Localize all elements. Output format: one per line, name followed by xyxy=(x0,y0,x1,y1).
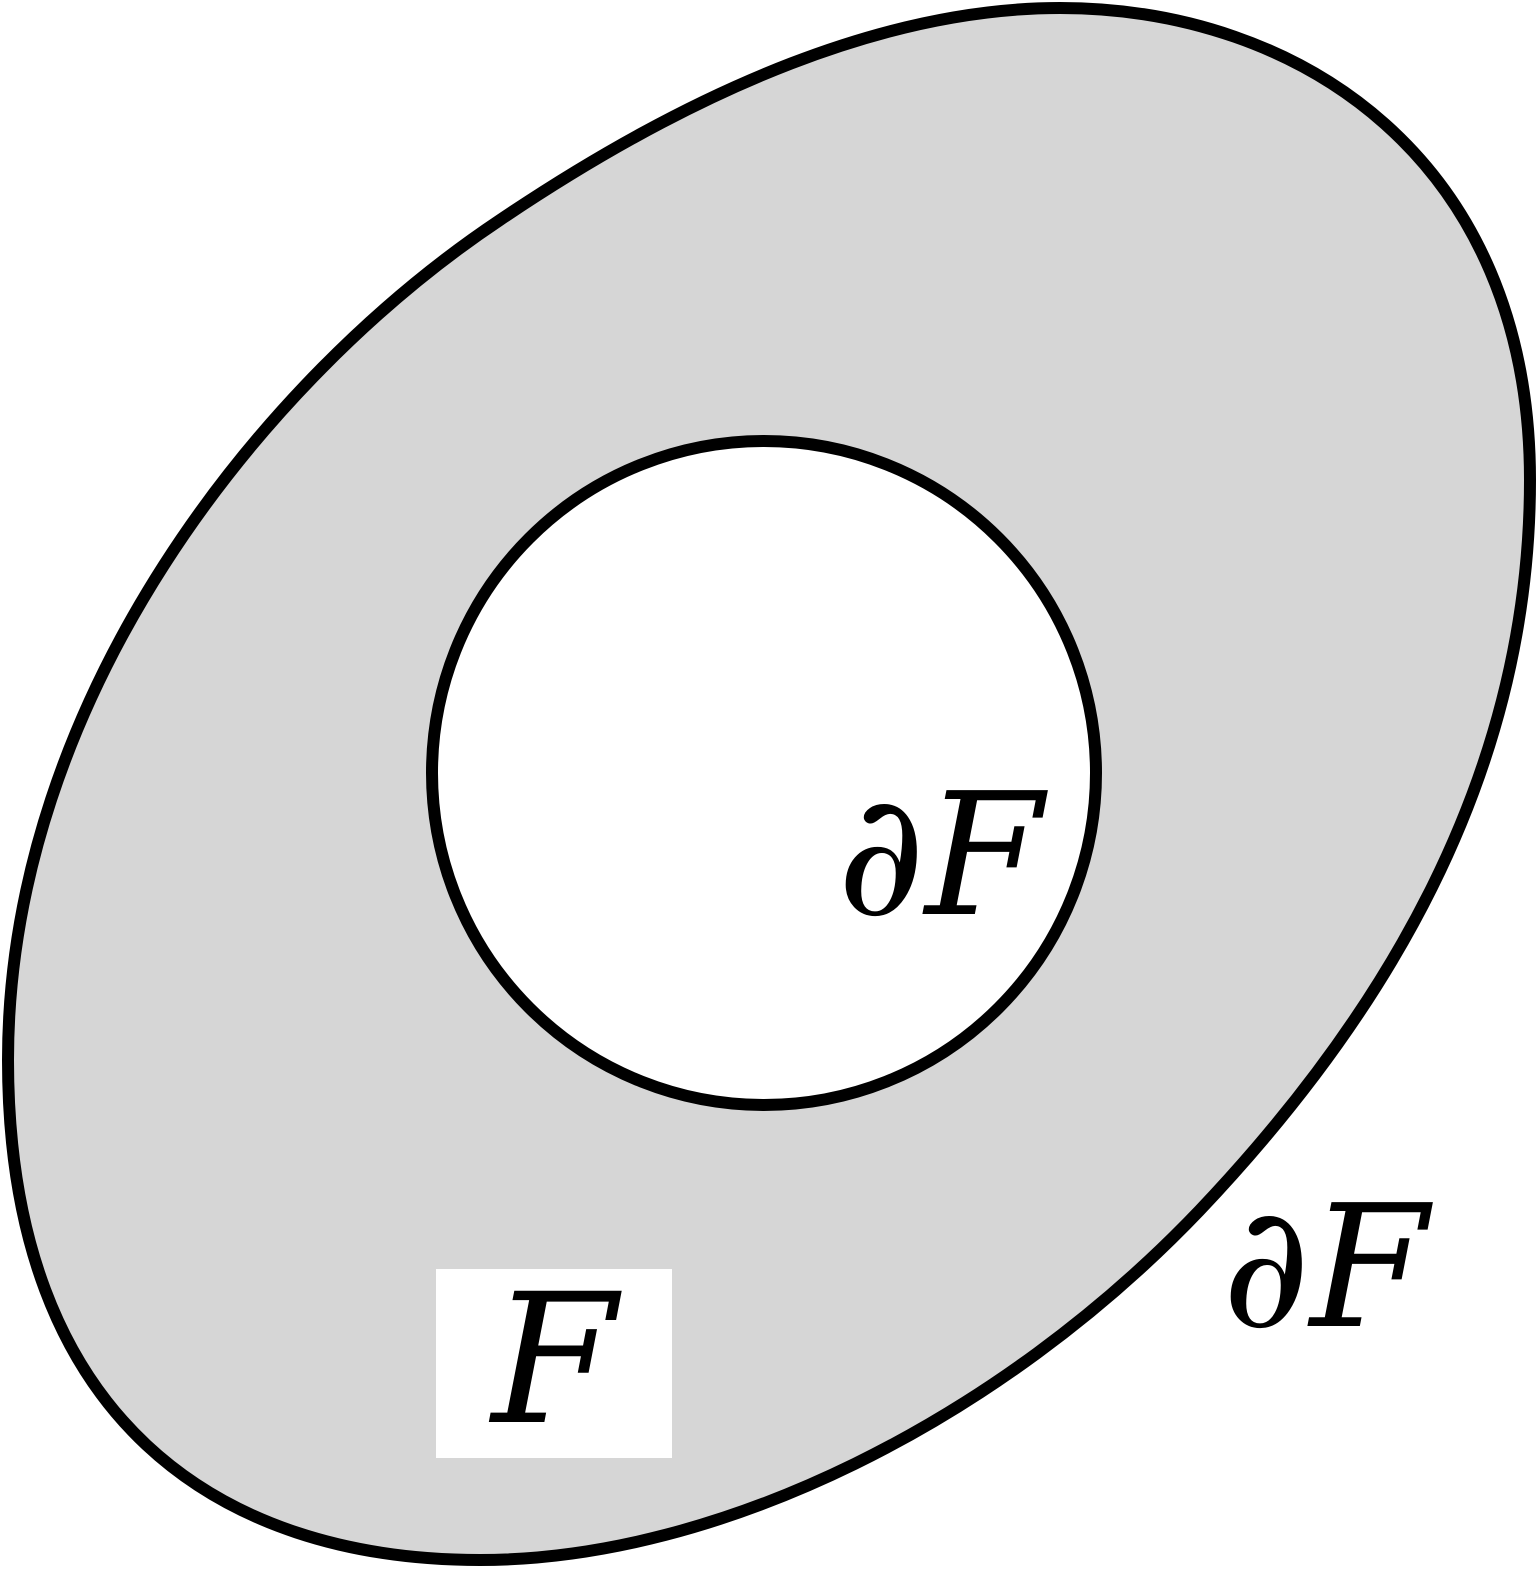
outer-boundary-label: ∂F xyxy=(1222,1169,1428,1367)
region-label-f: F xyxy=(491,1256,617,1465)
inner-boundary-label: ∂F xyxy=(837,757,1043,955)
